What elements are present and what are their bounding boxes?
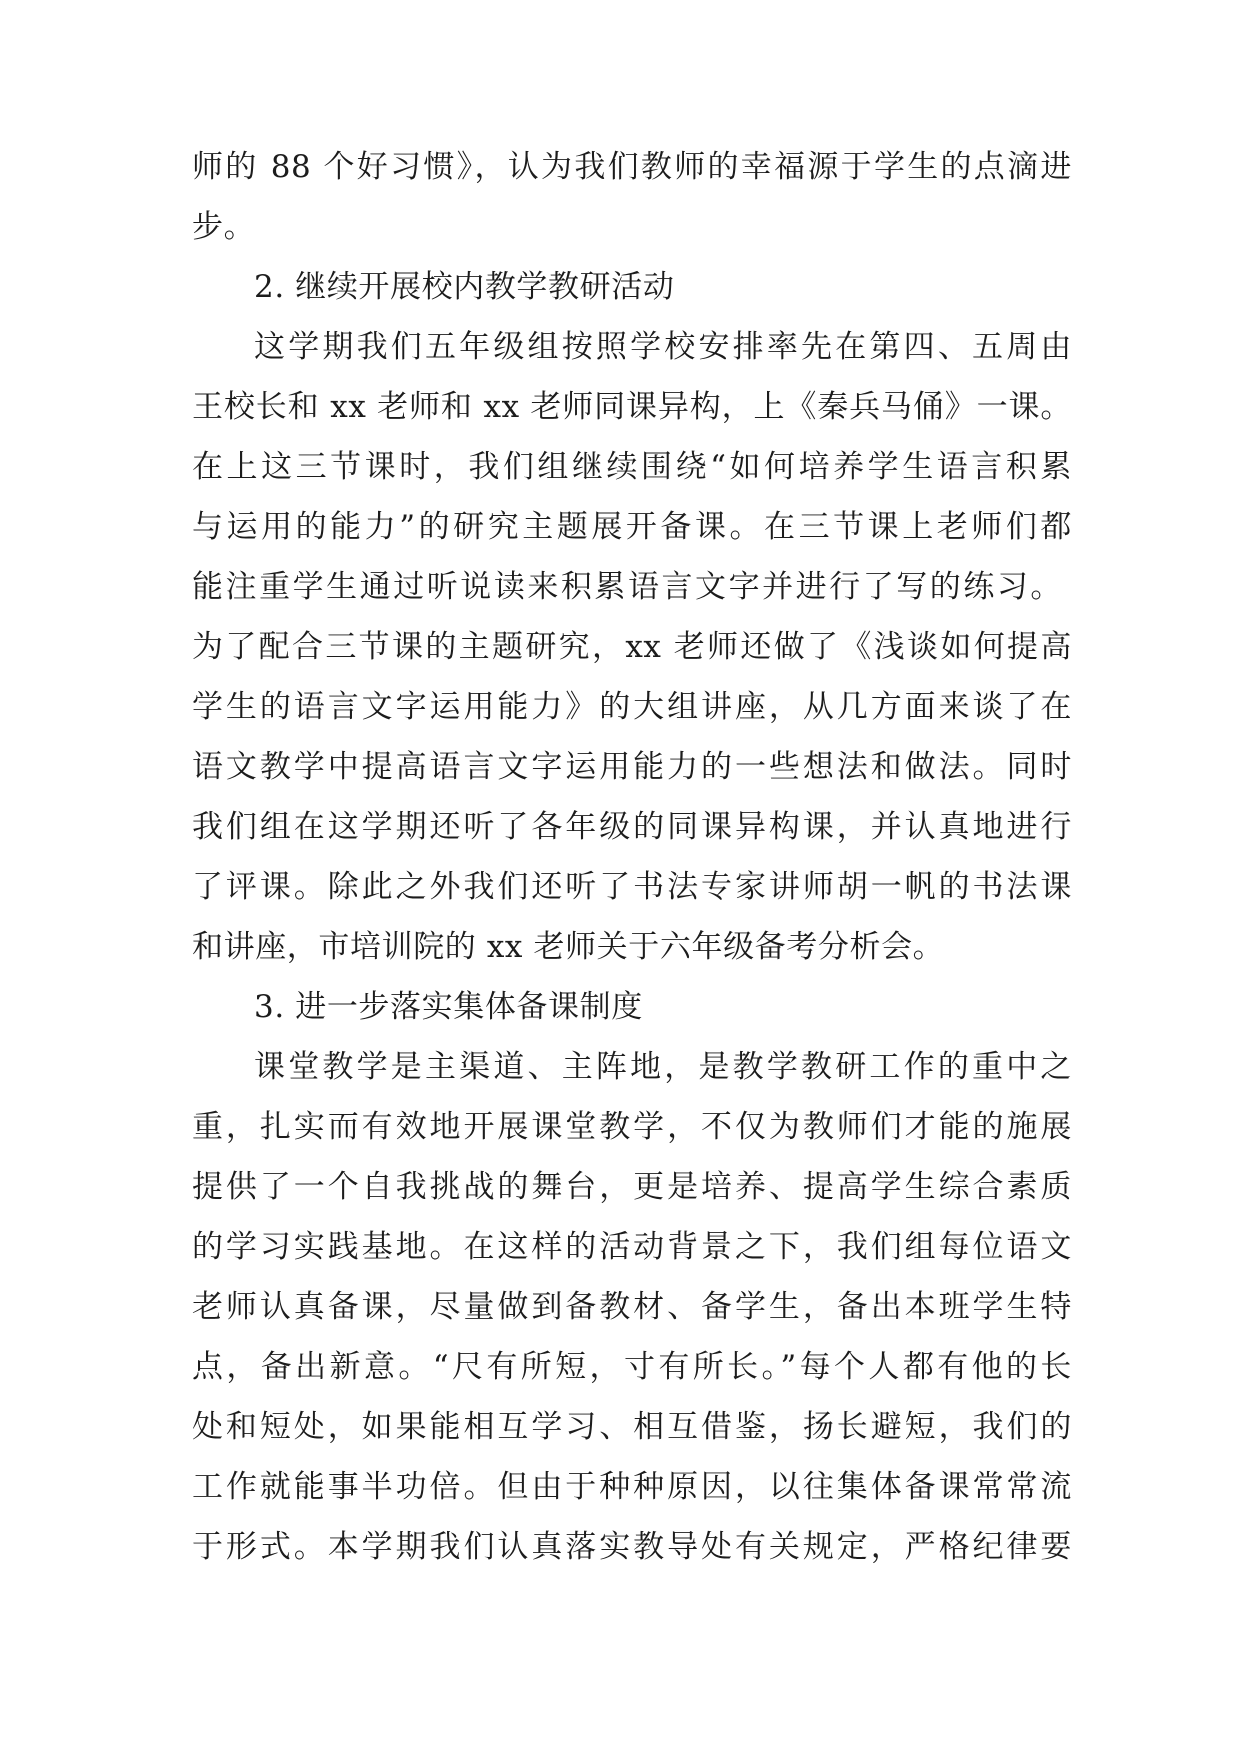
paragraph-line: 为了配合三节课的主题研究，xx 老师还做了《浅谈如何提高: [192, 629, 1072, 665]
paragraph-line: 处和短处，如果能相互学习、相互借鉴，扬长避短，我们的: [192, 1409, 1072, 1445]
paragraph-line: 于形式。本学期我们认真落实教导处有关规定，严格纪律要: [192, 1529, 1072, 1565]
paragraph-line: 工作就能事半功倍。但由于种种原因，以往集体备课常常流: [192, 1469, 1072, 1505]
paragraph-line: 我们组在这学期还听了各年级的同课异构课，并认真地进行: [192, 809, 1072, 845]
paragraph-line: 和讲座，市培训院的 xx 老师关于六年级备考分析会。: [192, 929, 945, 965]
paragraph-line: 课堂教学是主渠道、主阵地，是教学教研工作的重中之: [254, 1049, 1072, 1085]
paragraph-line: 了评课。除此之外我们还听了书法专家讲师胡一帆的书法课: [192, 869, 1072, 905]
paragraph-line: 能注重学生通过听说读来积累语言文字并进行了写的练习。: [192, 569, 1062, 605]
paragraph-line: 老师认真备课，尽量做到备教材、备学生，备出本班学生特: [192, 1289, 1072, 1325]
paragraph-line: 提供了一个自我挑战的舞台，更是培养、提高学生综合素质: [192, 1169, 1072, 1205]
section-heading: 3. 进一步落实集体备课制度: [254, 989, 643, 1025]
paragraph-line: 这学期我们五年级组按照学校安排率先在第四、五周由: [254, 329, 1072, 365]
paragraph-line: 重，扎实而有效地开展课堂教学，不仅为教师们才能的施展: [192, 1109, 1072, 1145]
paragraph-line: 王校长和 xx 老师和 xx 老师同课异构，上《秦兵马俑》一课。: [192, 389, 1072, 425]
section-heading: 2. 继续开展校内教学教研活动: [254, 269, 675, 305]
paragraph-line: 的学习实践基地。在这样的活动背景之下，我们组每位语文: [192, 1229, 1072, 1265]
paragraph-line: 学生的语言文字运用能力》的大组讲座，从几方面来谈了在: [192, 689, 1072, 725]
paragraph-line: 在上这三节课时，我们组继续围绕“如何培养学生语言积累: [192, 449, 1072, 485]
paragraph-line: 点，备出新意。“尺有所短，寸有所长。”每个人都有他的长: [192, 1349, 1072, 1385]
paragraph-line: 语文教学中提高语言文字运用能力的一些想法和做法。同时: [192, 749, 1072, 785]
paragraph-line: 与运用的能力”的研究主题展开备课。在三节课上老师们都: [192, 509, 1072, 545]
paragraph-line: 师的 88 个好习惯》，认为我们教师的幸福源于学生的点滴进: [192, 149, 1072, 185]
paragraph-line: 步。: [192, 209, 256, 245]
